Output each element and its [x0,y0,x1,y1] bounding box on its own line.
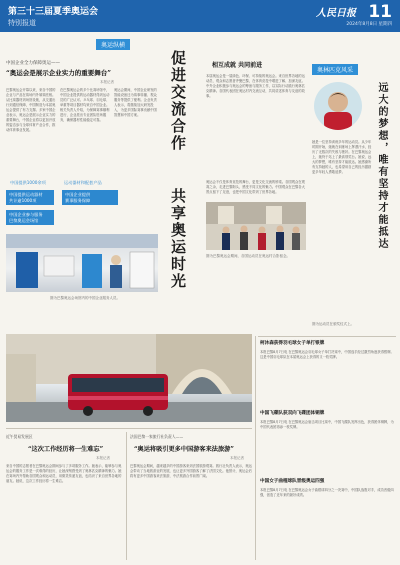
article1-col1: 巴黎奥运会开幕以来，来自中国的企业与产品在赛场内外频频亮相。从比赛器材到场馆设施，从交通出行到通信保障，中国制造为本届奥运会提供了有力支撑。多家中国企业表示，奥运会是展示企业实力的重要舞台，中国企业将以更加开放的姿态参与全球体育产业合作，推动体育事业发展。 [6,88,56,132]
briefs-column-divider [255,336,256,560]
article1-byline: 本报记者 [100,80,114,84]
stat-label-1: 中国提供1000余项 [10,180,46,185]
stat-box-1 [6,190,54,205]
portrait-athlete [314,82,362,130]
stat-box-3 [62,190,118,205]
bottom-left-byline: 本报记者 [96,456,110,460]
bottom-left-text: 来自中国的志愿者在巴黎奥运会期间参与了多项服务工作。她表示，能够参与奥运会的服务工作是一次难得的经历，让她深刻感受到了奥林匹克精神的魅力。她在赛场内外帮助各国观众和运动员，用微笑传递友谊，也结识了来自世界各地的朋友。她说，这次工作经历将一生难忘。 [6,464,122,483]
photo-bus [6,334,252,422]
bottom-right-byline: 本报记者 [230,456,244,460]
right-column-caption: 图为运动员在颁奖仪式上。 [312,322,354,326]
article1-kicker: 中国企业全力保障奥运—— [6,61,60,66]
photo-service-desk-drawing [6,234,158,292]
bottom-right-headline: “奥运将吸引更多中国游客来法旅游” [134,446,234,453]
issue-date: 2024年8月8日 星期四 [346,22,392,27]
brief-3-text: 本报巴黎8月7日电 在巴黎奥运会女子曲棍球四分之一决赛中，中国队战胜对手，成功晋级四强，创造了近年来的最好成绩。 [260,488,394,497]
center-photo-caption: 图为巴黎奥运会期间，各国运动员在奥运村合影留念。 [206,254,290,258]
stat-label-2: 运动器材和配套产品 [64,180,102,185]
stat-box-2-line2: 巴黎奥运会场馆 [9,217,39,223]
tag-right: 奥林匹克风采 [312,64,358,75]
brief-2-text: 本报巴黎8月7日电 在巴黎奥运会射击项目比赛中，中国飞碟队发挥出色，获得团体铜牌，为中国代表团再添一枚奖牌。 [260,420,394,429]
tag-left: 奥运纵横 [96,39,130,50]
brief-3-title: 中国女子曲棍球队晋级奥运四强 [260,479,325,484]
brief-1-text: 本报巴黎8月7日电 在巴黎奥运会羽毛球女子单打决赛中，中国选手经过激烈角逐获得银牌。这是中国羽毛球队在本届奥运会上获得的又一枚奖牌。 [260,350,394,359]
stat-box-2-line1: 中国企业参与服务 [9,212,43,217]
photo-bus-drawing [6,334,252,422]
center-title-b: 共享奥运时光 [169,188,187,290]
center-title-a: 促进交流合作 [169,50,187,152]
center-section-title: 相互成就 共同前进 [212,62,263,69]
newspaper-logo: 人民日报 [316,8,356,19]
section-title: 第三十三届夏季奥运会 [8,7,99,17]
brief-1-title: 柯沐森获得羽毛球女子单打银牌 [260,341,325,346]
photo-athletes [206,202,306,250]
article1-photo-caption: 图为巴黎奥运会场馆内的中国企业服务人员。 [50,296,120,300]
photo-service-desk [6,234,158,292]
center-text: 本届奥运会是一届绿色、环保、可持续的奥运会。来自世界各地的运动员、观众和志愿者齐聚巴黎，在体育竞技中增进了解、加深友谊。中外企业积极参与奥运会的筹备与服务工作，以实际行动践行奥林匹克精神。各国代表团在奥运村内交流互动，共同讲述体育与友谊的故事。 [206,74,305,98]
page-number: 11 [368,2,392,22]
bottom-left-headline: “这次工作经历将一生难忘” [28,446,104,453]
briefs-divider [258,336,396,337]
page-header [0,0,400,32]
photo-athletes-drawing [206,202,306,250]
stat-box-1-line1: 中国提供运动器材 [9,192,43,197]
stat-box-2 [6,210,54,225]
bottom-right-text: 巴黎奥运会期间，越来越多的中国游客来到法国旅游观赛。旅行社负责人表示，奥运会带动了当地旅游业的发展，也让更多外国游客了解了法国文化。他预计，奥运会后将有更多中国游客来法旅游，中法旅游合作前景广阔。 [130,464,252,478]
right-column-title: 远大的梦想，唯有坚持才能抵达 [376,82,387,250]
right-column-text: 她是一位坚持训练多年的运动员。从少年时期开始，她就在训练场上挥洒汗水，经历了无数次的失败与挫折。在巴黎奥运会上，她终于站上了最高领奖台。她说，远大的梦想，唯有坚持才能抵达。她感谢所有支持她的人，也希望用自己的经历激励更多年轻人勇敢追梦。 [312,140,372,174]
brief-2-title: 中国飞碟队获双向飞碟团体铜牌 [260,411,325,416]
article1-col3: 奥运会期间，中国企业研发的智能设备还为赛事转播、观众服务等提供了便利。企业负责人表示，将继续加大研发投入，为更多国际赛事贡献中国智慧和中国方案。 [114,88,157,117]
stat-box-1-line2: 共计逾1000项 [9,197,37,203]
bottom-left-kicker: 近午贸易发展区 [6,434,33,439]
article1-col2: 在巴黎奥运会的多个比赛场馆中，中国企业提供的运动器材得到运动员的广泛认可。乒乓球、羽毛球、举重等项目器材均来自中国企业。相关负责人介绍，为保障赛事顺利进行，企业派出专业团队驻场服务，确保器材性能稳定可靠。 [60,88,110,122]
article1-headline: “奥运会是展示企业实力的重要舞台” [6,69,111,77]
bottom-column-divider [126,432,127,560]
bottom-divider [6,428,252,429]
portrait-athlete-drawing [314,82,362,130]
center-text-2: 奥运会不仅是体育竞技的舞台，更是文化交流的桥梁。各国观众在观赛之余，走进巴黎街头，感受不同文化的魅力。中国观众在巴黎各大景点留下了足迹，也把中国文化带到了世界各地。 [206,180,305,194]
stat-box-3-line1: 中国企业提供 [65,192,91,197]
bottom-right-kicker: 法国巴黎一家旅行社负责人—— [130,434,184,439]
subsection-title: 特别报道 [8,19,36,27]
stat-box-3-line2: 赛事服务保障 [65,197,91,203]
